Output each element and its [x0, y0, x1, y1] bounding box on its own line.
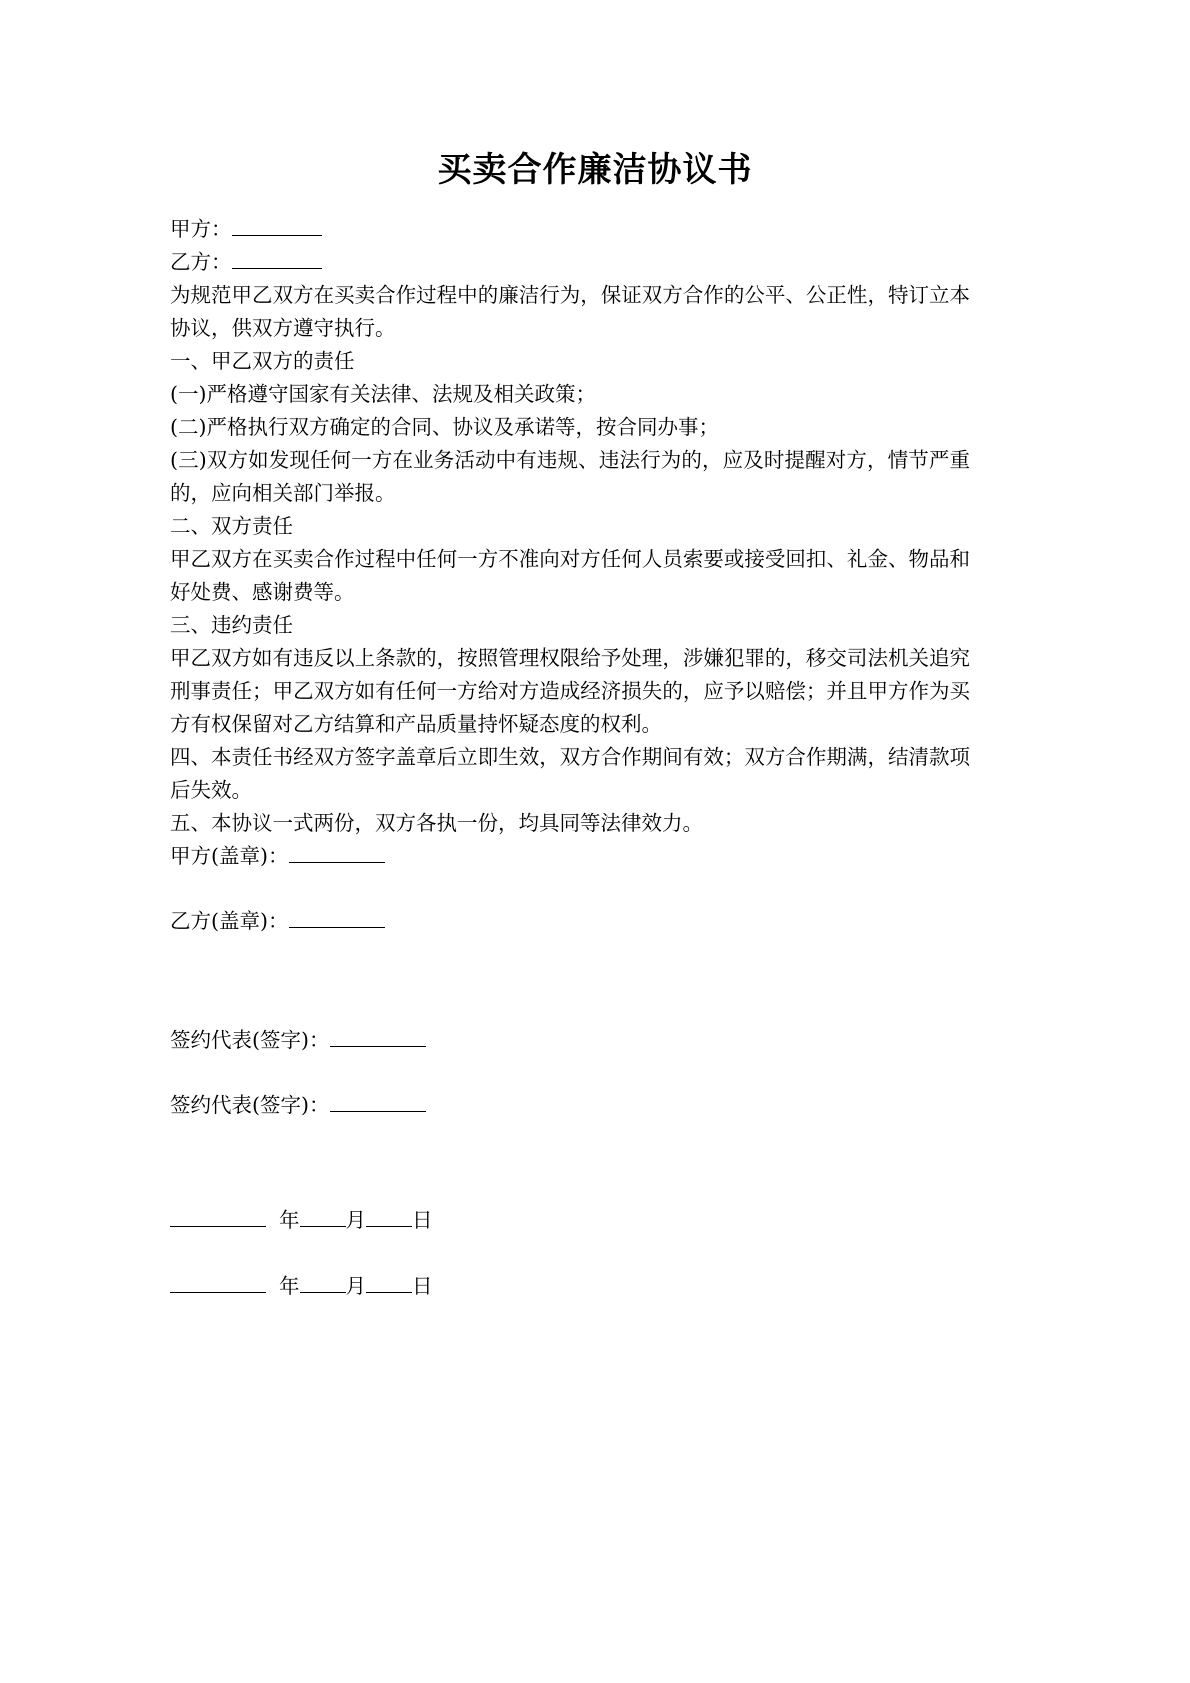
rep-b-line — [170, 1089, 970, 1122]
rep-a-line — [170, 1024, 970, 1057]
date-b-year-blank[interactable] — [170, 1272, 266, 1293]
date-gap-top — [170, 1122, 970, 1204]
clause-four: 四、本责任书经双方签字盖章后立即生效，双方合作期间有效；双方合作期满，结清款项后失效。 — [170, 745, 970, 802]
date-b-line — [170, 1270, 970, 1303]
page-title: 买卖合作廉洁协议书 — [437, 150, 753, 190]
date-b-year-label: 年 — [279, 1274, 300, 1298]
document-body — [170, 191, 970, 1303]
seal-a-label: 甲方(盖章)： — [170, 844, 289, 868]
rep-gap-mid — [170, 1057, 970, 1089]
rep-b-label: 签约代表(签字)： — [170, 1093, 330, 1117]
date-a-line — [170, 1204, 970, 1237]
seal-b-line — [170, 905, 970, 938]
seal-gap — [170, 873, 970, 905]
rep-a-blank[interactable] — [330, 1026, 426, 1047]
party-b-line — [170, 246, 970, 279]
date-a-day-blank[interactable] — [366, 1206, 412, 1227]
date-a-year-blank[interactable] — [170, 1206, 266, 1227]
section-1-heading: 一、甲乙双方的责任 — [170, 349, 355, 373]
section-1-item-2: (二)严格执行双方确定的合同、协议及承诺等，按合同办事； — [170, 415, 719, 439]
party-a-line — [170, 213, 970, 246]
date-a-day-label: 日 — [412, 1208, 433, 1232]
preamble-paragraph: 为规范甲乙双方在买卖合作过程中的廉洁行为，保证双方合作的公平、公正性，特订立本协议，供双方遵守执行。 — [170, 283, 970, 340]
seal-a-blank[interactable] — [289, 842, 385, 863]
section-3-item-1: 甲乙双方如有违反以上条款的，按照管理权限给予处理，涉嫌犯罪的，移交司法机关追究刑事责任；甲乙双方如有任何一方给对方造成经济损失的，应予以赔偿；并且甲方作为买方有权保留对乙方结算和产品质量持怀疑态度的权利。 — [170, 646, 970, 736]
party-b-label: 乙方： — [170, 250, 232, 274]
section-1-item-3: (三)双方如发现任何一方在业务活动中有违规、违法行为的，应及时提醒对方，情节严重的，应向相关部门举报。 — [170, 448, 970, 505]
date-gap-mid — [170, 1237, 970, 1270]
date-a-year-label: 年 — [279, 1208, 300, 1232]
date-b-day-label: 日 — [412, 1274, 433, 1298]
party-a-blank[interactable] — [232, 215, 322, 236]
date-a-month-blank[interactable] — [300, 1206, 346, 1227]
section-3-heading: 三、违约责任 — [170, 613, 293, 637]
rep-a-label: 签约代表(签字)： — [170, 1028, 330, 1052]
date-b-day-blank[interactable] — [366, 1272, 412, 1293]
seal-b-label: 乙方(盖章)： — [170, 909, 289, 933]
date-a-month-label: 月 — [345, 1208, 367, 1232]
clause-five: 五、本协议一式两份，双方各执一份，均具同等法律效力。 — [170, 811, 703, 835]
date-b-month-label: 月 — [345, 1274, 367, 1298]
section-1-item-1: (一)严格遵守国家有关法律、法规及相关政策； — [170, 382, 596, 406]
section-2-item-1: 甲乙双方在买卖合作过程中任何一方不准向对方任何人员索要或接受回扣、礼金、物品和好处费、感谢费等。 — [170, 547, 970, 604]
rep-gap-top — [170, 938, 970, 1024]
rep-b-blank[interactable] — [330, 1091, 426, 1112]
seal-b-blank[interactable] — [289, 907, 385, 928]
party-a-label: 甲方： — [170, 217, 232, 241]
party-b-blank[interactable] — [232, 248, 322, 269]
signature-block — [170, 840, 970, 1303]
section-2-heading: 二、双方责任 — [170, 514, 293, 538]
date-b-month-blank[interactable] — [300, 1272, 346, 1293]
seal-a-line — [170, 840, 970, 873]
